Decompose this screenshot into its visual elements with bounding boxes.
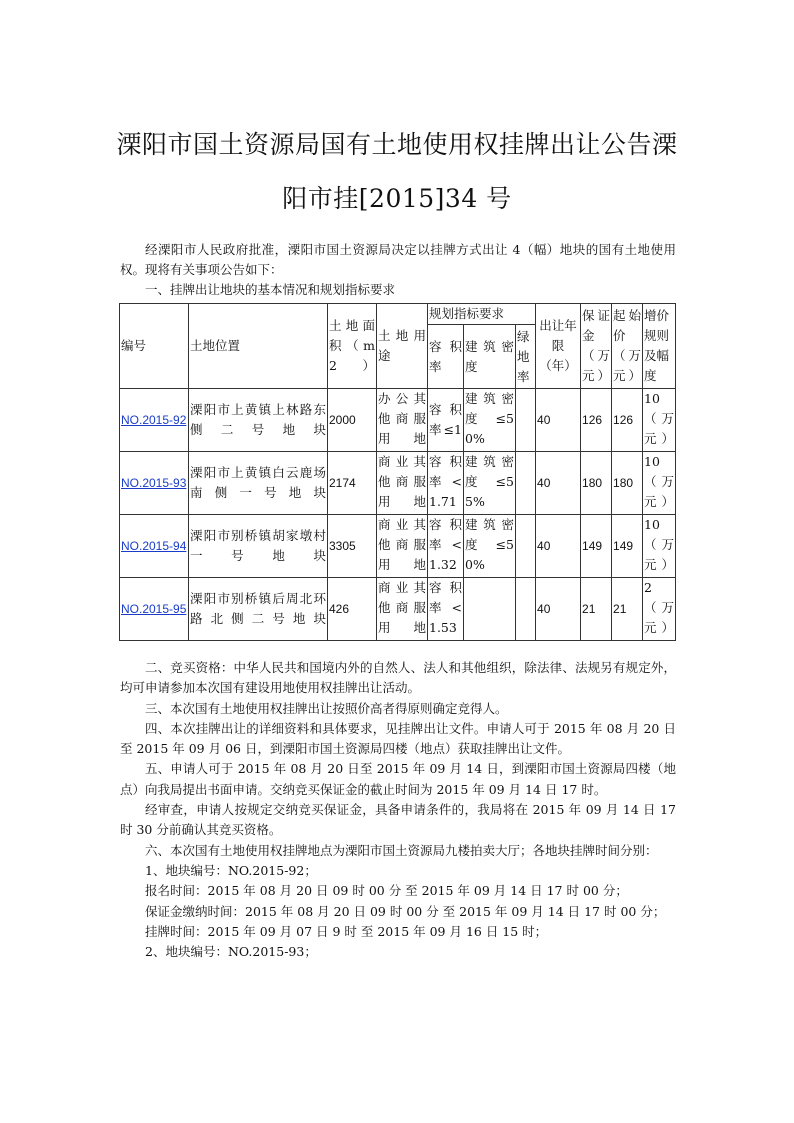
- cell-far: 容积率≤1: [428, 389, 464, 452]
- document-title: 溧阳市国土资源局国有土地使用权挂牌出让公告溧阳市挂[2015]34 号: [116, 130, 678, 213]
- cell-density: 建筑密度≤50%: [464, 515, 516, 578]
- cell-term: 40: [536, 389, 581, 452]
- header-green: 绿地率: [516, 325, 536, 389]
- cell-far: 容积率<1.53: [428, 578, 464, 641]
- cell-increment: 10（万元）: [643, 452, 676, 515]
- cell-density: 建筑密度≤50%: [464, 389, 516, 452]
- schedule-line: 保证金缴纳时间：2015 年 08 月 20 日 09 时 00 分 至 2015 年 09 月 14 日 17 时 00 分；: [145, 903, 666, 919]
- cell-green: [516, 578, 536, 641]
- cell-location: 溧阳市别桥镇后周北环路北侧二号地块: [189, 578, 328, 641]
- parcel-link[interactable]: NO.2015-94: [121, 539, 187, 553]
- header-far: 容积率: [428, 325, 464, 389]
- parcel-link[interactable]: NO.2015-95: [121, 602, 187, 616]
- body-paragraph: 经审查，申请人按规定交纳竞买保证金，具备申请条件的，我局将在 2015 年 09 月 14 日 17 时 30 分前确认其竞买资格。: [120, 802, 676, 838]
- header-term: 出让年限（年）: [536, 304, 581, 389]
- header-use: 土地用途: [377, 304, 428, 389]
- cell-term: 40: [536, 452, 581, 515]
- parcel-link[interactable]: NO.2015-92: [121, 413, 187, 427]
- cell-deposit: 149: [581, 515, 612, 578]
- cell-deposit: 180: [581, 452, 612, 515]
- cell-deposit: 21: [581, 578, 612, 641]
- intro-section: [120, 240, 676, 300]
- body-paragraph: 五、申请人可于 2015 年 08 月 20 日至 2015 年 09 月 14 日，到溧阳市国土资源局四楼（地点）向我局提出书面申请。交纳竞买保证金的截止时间为 2015 年 09 月 14 日 17 时。: [120, 761, 676, 797]
- schedule-line: 挂牌时间：2015 年 09 月 07 日 9 时 至 2015 年 09 月 16 日 15 时；: [145, 923, 548, 939]
- cell-start: 180: [612, 452, 643, 515]
- cell-green: [516, 452, 536, 515]
- cell-location: 溧阳市上黄镇白云鹿场南侧一号地块: [189, 452, 328, 515]
- cell-no: [120, 515, 189, 578]
- cell-far: 容积率<1.32: [428, 515, 464, 578]
- section-heading: 一、挂牌出让地块的基本情况和规划指标要求: [145, 282, 396, 297]
- cell-increment: 10（万元）: [643, 389, 676, 452]
- header-deposit: 保证金（万元）: [581, 304, 612, 389]
- body-paragraph: 二、竞买资格：中华人民共和国境内外的自然人、法人和其他组织，除法律、法规另有规定外，均可申请参加本次国有建设用地使用权挂牌出让活动。: [120, 660, 676, 696]
- schedule-line: 报名时间：2015 年 08 月 20 日 09 时 00 分 至 2015 年 09 月 14 日 17 时 00 分；: [145, 883, 628, 899]
- cell-density: [464, 578, 516, 641]
- parcel-table: [119, 303, 676, 641]
- body-paragraph: 三、本次国有土地使用权挂牌出让按照价高者得原则确定竞得人。: [145, 700, 508, 716]
- body-paragraph: 六、本次国有土地使用权挂牌地点为溧阳市国土资源局九楼拍卖大厅；各地块挂牌时间分别：: [145, 842, 658, 858]
- cell-no: [120, 578, 189, 641]
- cell-location: 溧阳市别桥镇胡家墩村一号地块: [189, 515, 328, 578]
- cell-use: 办公其他商服用地: [377, 389, 428, 452]
- cell-area: 3305: [328, 515, 377, 578]
- schedule-line: 2、地块编号：NO.2015-93；: [145, 944, 317, 960]
- header-location: 土地位置: [189, 304, 328, 389]
- cell-density: 建筑密度≤55%: [464, 452, 516, 515]
- cell-area: 2174: [328, 452, 377, 515]
- cell-term: 40: [536, 515, 581, 578]
- cell-far: 容积率<1.71: [428, 452, 464, 515]
- table-row: [120, 452, 676, 515]
- header-no: 编号: [120, 304, 189, 389]
- cell-start: 126: [612, 389, 643, 452]
- body-section: [120, 658, 676, 962]
- intro-paragraph: 经溧阳市人民政府批准，溧阳市国土资源局决定以挂牌方式出让 4（幅）地块的国有土地使用权。现将有关事项公告如下：: [120, 242, 676, 277]
- header-area: 土地面积（m2）: [328, 304, 377, 389]
- cell-location: 溧阳市上黄镇上林路东侧二号地块: [189, 389, 328, 452]
- cell-area: 2000: [328, 389, 377, 452]
- table-row: [120, 515, 676, 578]
- cell-use: 商业其他商服用地: [377, 515, 428, 578]
- body-paragraph: 四、本次挂牌出让的详细资料和具体要求，见挂牌出让文件。申请人可于 2015 年 08 月 20 日至 2015 年 09 月 06 日，到溧阳市国土资源局四楼（地点）获取挂牌出让文件。: [120, 720, 676, 757]
- parcel-link[interactable]: NO.2015-93: [121, 476, 187, 490]
- table-header-row: [120, 304, 676, 325]
- cell-deposit: 126: [581, 389, 612, 452]
- cell-term: 40: [536, 578, 581, 641]
- cell-start: 149: [612, 515, 643, 578]
- cell-use: 商业其他商服用地: [377, 578, 428, 641]
- table-row: [120, 389, 676, 452]
- header-increment: 增价规则及幅度: [643, 304, 676, 389]
- cell-increment: 10（万元）: [643, 515, 676, 578]
- cell-no: [120, 389, 189, 452]
- cell-no: [120, 452, 189, 515]
- header-start: 起始价（万元）: [612, 304, 643, 389]
- cell-start: 21: [612, 578, 643, 641]
- cell-area: 426: [328, 578, 377, 641]
- cell-use: 商业其他商服用地: [377, 452, 428, 515]
- cell-green: [516, 389, 536, 452]
- header-plan: 规划指标要求: [428, 304, 536, 325]
- schedule-line: 1、地块编号：NO.2015-92；: [145, 862, 317, 878]
- table-row: [120, 578, 676, 641]
- header-density: 建筑密度: [464, 325, 516, 389]
- cell-green: [516, 515, 536, 578]
- cell-increment: 2（万元）: [643, 578, 676, 641]
